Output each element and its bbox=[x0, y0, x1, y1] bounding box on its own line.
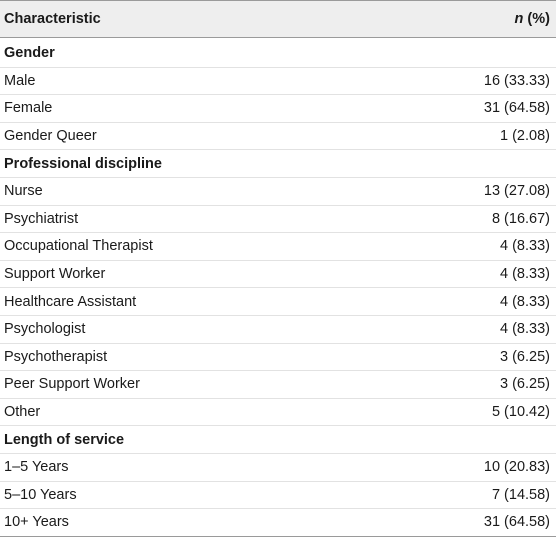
table-row bbox=[0, 371, 556, 399]
table-row bbox=[0, 454, 556, 482]
table-row bbox=[0, 509, 556, 537]
row-value: 31 (64.58) bbox=[483, 100, 550, 117]
row-label: Occupational Therapist bbox=[4, 238, 153, 255]
table-row bbox=[0, 95, 556, 123]
row-value: 7 (14.58) bbox=[491, 486, 550, 503]
table-row bbox=[0, 178, 556, 206]
header-characteristic: Characteristic bbox=[4, 11, 101, 27]
header-n-percent bbox=[515, 11, 550, 27]
row-label: 1–5 Years bbox=[4, 459, 69, 476]
row-label: 5–10 Years bbox=[4, 486, 77, 503]
table-row bbox=[0, 261, 556, 289]
table-row bbox=[0, 316, 556, 344]
row-label: Support Worker bbox=[4, 266, 106, 283]
row-label: Peer Support Worker bbox=[4, 376, 140, 393]
row-value: 4 (8.33) bbox=[500, 266, 550, 283]
row-label: Nurse bbox=[4, 183, 43, 200]
table-row bbox=[0, 68, 556, 96]
row-value: 3 (6.25) bbox=[500, 376, 550, 393]
table-row bbox=[0, 344, 556, 372]
row-label: Healthcare Assistant bbox=[4, 293, 137, 310]
section-title: Length of service bbox=[4, 431, 125, 448]
section-heading bbox=[0, 150, 556, 178]
table-row bbox=[0, 482, 556, 510]
row-value: 16 (33.33) bbox=[483, 72, 550, 89]
section-heading bbox=[0, 40, 556, 68]
table-row bbox=[0, 206, 556, 234]
row-value: 5 (10.42) bbox=[491, 404, 550, 421]
row-label: Male bbox=[4, 72, 36, 89]
row-value: 8 (16.67) bbox=[491, 210, 550, 227]
row-label: Gender Queer bbox=[4, 128, 97, 145]
row-value: 10 (20.83) bbox=[483, 459, 550, 476]
row-label: Female bbox=[4, 100, 53, 117]
table-row bbox=[0, 123, 556, 151]
row-label: Other bbox=[4, 404, 41, 421]
table-row bbox=[0, 233, 556, 261]
row-value: 4 (8.33) bbox=[500, 293, 550, 310]
section-title: Professional discipline bbox=[4, 155, 162, 172]
row-value: 4 (8.33) bbox=[500, 321, 550, 338]
row-label: 10+ Years bbox=[4, 514, 69, 531]
section-title: Gender bbox=[4, 45, 55, 62]
row-value: 1 (2.08) bbox=[500, 128, 550, 145]
header-percent: (%) bbox=[523, 11, 550, 27]
table-row bbox=[0, 288, 556, 316]
row-label: Psychiatrist bbox=[4, 210, 79, 227]
header-n-symbol: n bbox=[514, 11, 524, 27]
row-label: Psychologist bbox=[4, 321, 86, 338]
row-label: Psychotherapist bbox=[4, 348, 108, 365]
table-row bbox=[0, 399, 556, 427]
table-body bbox=[0, 40, 556, 537]
row-value: 3 (6.25) bbox=[500, 348, 550, 365]
table-header bbox=[0, 0, 556, 38]
row-value: 31 (64.58) bbox=[483, 514, 550, 531]
row-value: 4 (8.33) bbox=[500, 238, 550, 255]
row-value: 13 (27.08) bbox=[483, 183, 550, 200]
section-heading bbox=[0, 426, 556, 454]
